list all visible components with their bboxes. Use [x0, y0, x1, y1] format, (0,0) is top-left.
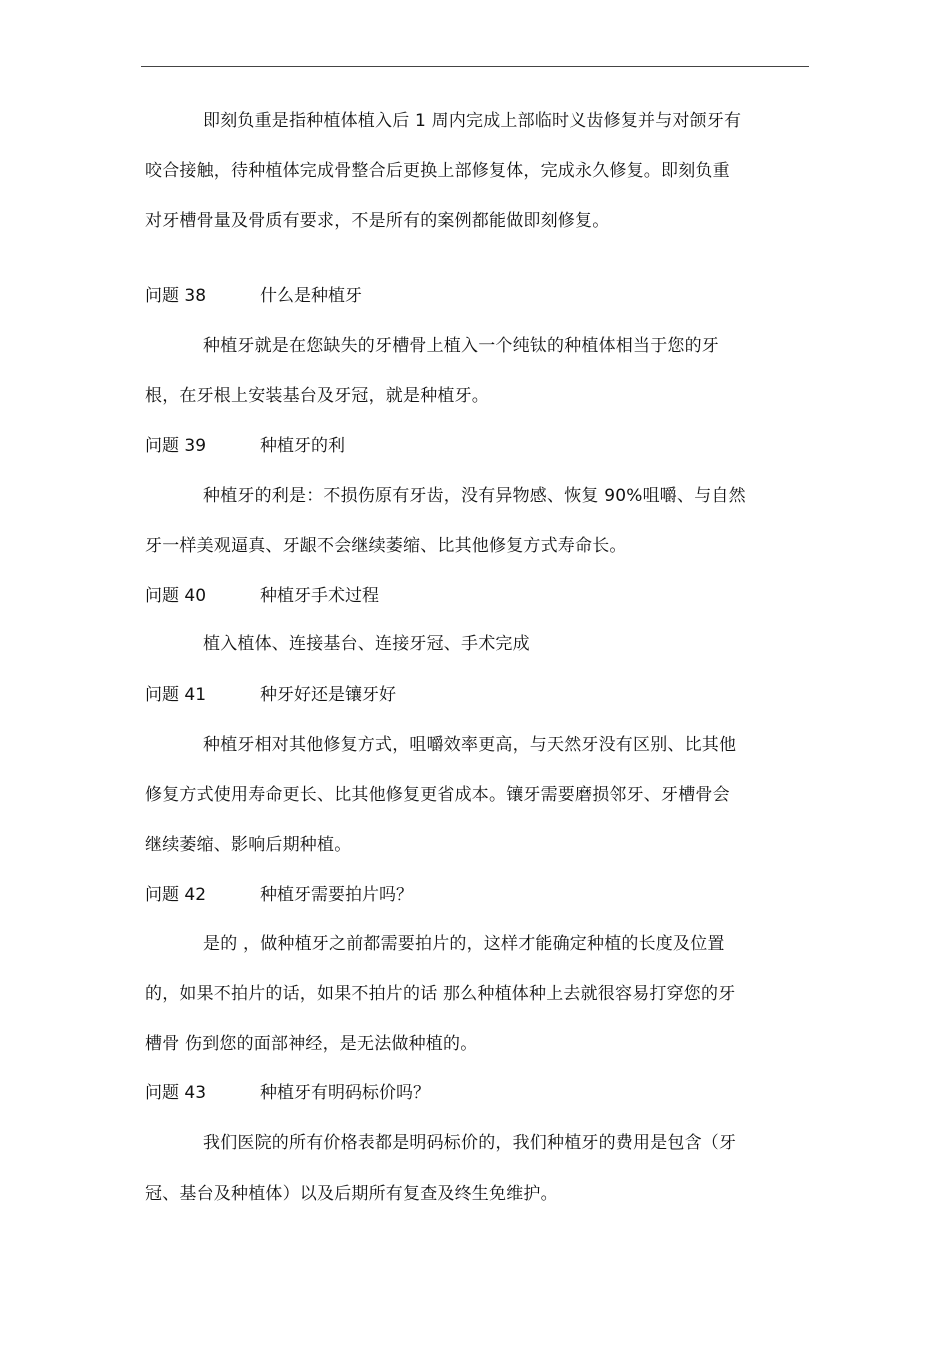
question-42-title: 种植牙需要拍片吗？ [260, 885, 413, 905]
question-39-label: 问题 39 [145, 436, 207, 456]
answer-39-line-2: 牙一样美观逼真、牙龈不会继续萎缩、比其他修复方式寿命长。 [145, 536, 627, 556]
answer-42-line-3: 槽骨 伤到您的面部神经，是无法做种植的。 [145, 1034, 478, 1054]
question-41-label: 问题 41 [145, 685, 207, 705]
question-39-title: 种植牙的利 [260, 436, 345, 456]
answer-41-line-2: 修复方式使用寿命更长、比其他修复更省成本。镶牙需要磨损邻牙、牙槽骨会 [145, 785, 730, 805]
answer-43-line-2: 冠、基台及种植体）以及后期所有复查及终生免维护。 [145, 1184, 558, 1204]
answer-43-line-1: 我们医院的所有价格表都是明码标价的，我们种植牙的费用是包含（牙 [203, 1133, 737, 1153]
answer-41-line-1: 种植牙相对其他修复方式，咀嚼效率更高，与天然牙没有区别、比其他 [203, 735, 737, 755]
answer-41-line-3: 继续萎缩、影响后期种植。 [145, 835, 352, 855]
question-41-title: 种牙好还是镶牙好 [260, 685, 396, 705]
answer-39-line-1: 种植牙的利是：不损伤原有牙齿，没有异物感、恢复 90%咀嚼、与自然 [203, 486, 746, 506]
answer-42-line-2: 的，如果不拍片的话，如果不拍片的话 那么种植体种上去就很容易打穿您的牙 [145, 984, 736, 1004]
question-38-title: 什么是种植牙 [260, 286, 362, 306]
answer-38-line-1: 种植牙就是在您缺失的牙槽骨上植入一个纯钛的种植体相当于您的牙 [203, 336, 719, 356]
answer-40-line-1: 植入植体、连接基台、连接牙冠、手术完成 [203, 634, 530, 654]
question-40-title: 种植牙手术过程 [260, 586, 379, 606]
header-rule [141, 66, 809, 67]
question-43-title: 种植牙有明码标价吗？ [260, 1083, 430, 1103]
question-40-label: 问题 40 [145, 586, 207, 606]
intro-line-3: 对牙槽骨量及骨质有要求，不是所有的案例都能做即刻修复。 [145, 211, 610, 231]
answer-38-line-2: 根，在牙根上安装基台及牙冠，就是种植牙。 [145, 386, 489, 406]
question-38-label: 问题 38 [145, 286, 207, 306]
intro-line-1: 即刻负重是指种植体植入后 1 周内完成上部临时义齿修复并与对颌牙有 [203, 111, 742, 131]
intro-line-2: 咬合接触，待种植体完成骨整合后更换上部修复体，完成永久修复。即刻负重 [145, 161, 730, 181]
question-42-label: 问题 42 [145, 885, 207, 905]
answer-42-line-1: 是的 ，做种植牙之前都需要拍片的，这样才能确定种植的长度及位置 [203, 934, 725, 954]
question-43-label: 问题 43 [145, 1083, 207, 1103]
